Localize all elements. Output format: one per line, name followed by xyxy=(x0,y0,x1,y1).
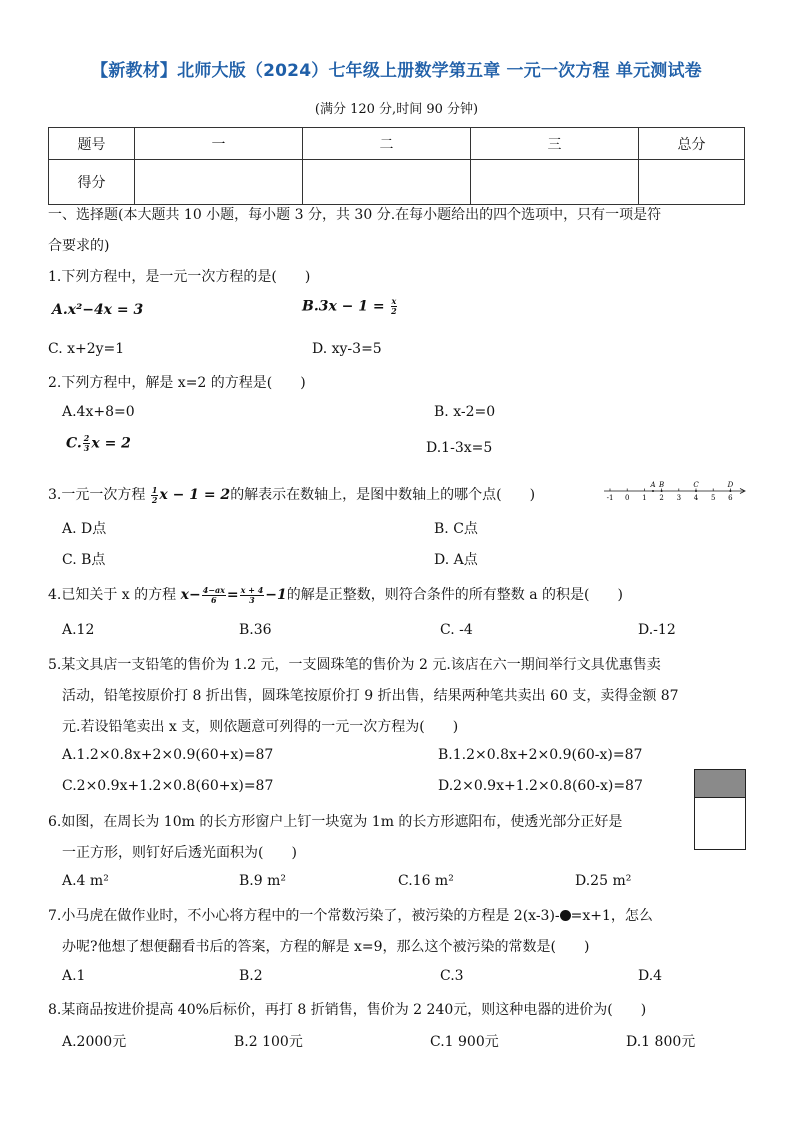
q3-equation-numerator: 1 xyxy=(151,484,158,495)
number-line-point xyxy=(661,490,663,492)
q5-stem-line-3: 元.若设铅笔卖出 x 支，则依题意可列得的一元一次方程为( ) xyxy=(62,719,459,735)
q7-stem-line-1 xyxy=(48,905,653,925)
q4-fraction-right xyxy=(240,586,265,605)
q1-option-b xyxy=(302,297,398,316)
score-table-header-row xyxy=(49,128,745,160)
q1-option-a: A.x²−4x = 3 xyxy=(52,302,144,318)
q1-option-b-denominator: 2 xyxy=(391,306,397,316)
q6-option-a: A.4 m² xyxy=(62,873,109,889)
exam-title: 【新教材】北师大版（2024）七年级上册数学第五章 一元一次方程 单元测试卷 xyxy=(91,61,702,81)
number-line-tick-label: 3 xyxy=(676,494,682,502)
q2-stem: 2.下列方程中，解是 x=2 的方程是( ) xyxy=(48,375,306,391)
q6-stem-line-2: 一正方形，则钉好后透光面积为( ) xyxy=(62,845,297,861)
exam-subtitle: (满分 120 分,时间 90 分钟) xyxy=(314,102,479,117)
q7-option-a: A.1 xyxy=(62,968,86,984)
q6-stem-line-1: 6.如图，在周长为 10m 的长方形窗户上钉一块宽为 1m 的长方形遮阳布，使透光部分正好是 xyxy=(48,814,623,830)
q8-option-d: D.1 800元 xyxy=(626,1034,696,1050)
q4-stem xyxy=(48,584,623,605)
q2-option-c-prefix: C. xyxy=(66,435,82,452)
q6-option-b: B.9 m² xyxy=(239,873,286,889)
q1-option-d: D. xy-3=5 xyxy=(312,341,382,357)
header-cell-total: 总分 xyxy=(639,128,745,160)
q3-option-b: B. C点 xyxy=(434,521,478,537)
q3-option-d: D. A点 xyxy=(434,552,478,568)
score-table xyxy=(48,127,745,205)
number-line-tick-label: -1 xyxy=(606,494,614,502)
q5-option-a: A.1.2×0.8x+2×0.9(60+x)=87 xyxy=(62,747,274,763)
score-cell-2 xyxy=(303,160,471,205)
number-line-tick-label: 6 xyxy=(728,494,733,502)
q7-option-b: B.2 xyxy=(239,968,263,984)
score-cell-3 xyxy=(471,160,639,205)
score-row-label: 得分 xyxy=(49,160,135,205)
sunshade-region xyxy=(695,770,745,798)
q5-stem-line-2: 活动，铅笔按原价打 8 折出售，圆珠笔按原价打 9 折出售，结果两种笔共卖出 60 支，卖得金额 87 xyxy=(62,688,679,704)
q4-equation: x− $\frac{4-ax}{6}$ = $\frac{x + 4}{3}$ −1 xyxy=(180,584,287,605)
q4-fraction-left-numerator: 4−ax xyxy=(202,584,225,595)
q3-option-c: C. B点 xyxy=(62,552,106,568)
q2-option-c-denominator: 3 xyxy=(83,443,90,453)
q6-option-d: D.25 m² xyxy=(575,873,632,889)
header-cell-question-no: 题号 xyxy=(49,128,135,160)
q7-stem-line-1-prefix: 7.小马虎在做作业时，不小心将方程中的一个常数污染了，被污染的方程是 2(x-3)- xyxy=(48,908,560,924)
section-instructions-line-2: 合要求的) xyxy=(48,238,110,254)
q8-stem: 8.某商品按进价提高 40%后标价，再打 8 折销售，售价为 2 240元，则这种电器的进价为( ) xyxy=(48,1002,647,1018)
q6-option-c: C.16 m² xyxy=(398,873,454,889)
q1-option-b-numerator: x xyxy=(391,296,397,306)
q3-equation-fraction xyxy=(151,486,159,505)
q7-option-d: D.4 xyxy=(638,968,663,984)
q8-option-b: B.2 100元 xyxy=(234,1034,303,1050)
number-line-point-label: A xyxy=(650,481,656,489)
q2-option-c-suffix: x = 2 xyxy=(91,435,131,452)
q4-fraction-right-denominator: 3 xyxy=(249,594,255,605)
q8-option-c: C.1 900元 xyxy=(430,1034,499,1050)
q1-stem: 1.下列方程中，是一元一次方程的是( ) xyxy=(48,269,311,285)
window-figure xyxy=(694,769,746,850)
q2-option-a: A.4x+8=0 xyxy=(62,404,135,420)
q4-fraction-left xyxy=(202,586,226,605)
header-cell-part-2: 二 xyxy=(303,128,471,160)
q7-stem-line-2: 办呢?他想了想便翻看书后的答案，方程的解是 x=9，那么这个被污染的常数是( ) xyxy=(62,939,590,955)
q8-option-a: A.2000元 xyxy=(62,1034,127,1050)
q4-fraction-left-denominator: 6 xyxy=(211,594,217,605)
q5-option-c: C.2×0.9x+1.2×0.8(60+x)=87 xyxy=(62,778,274,794)
q1-option-c: C. x+2y=1 xyxy=(48,341,125,357)
number-line-point xyxy=(729,490,731,492)
q4-option-a: A.12 xyxy=(62,622,95,638)
q2-option-c-fraction xyxy=(83,434,91,453)
q7-option-c: C.3 xyxy=(440,968,464,984)
q3-stem xyxy=(48,484,535,505)
q5-stem-line-1: 5.某文具店一支铅笔的售价为 1.2 元，一支圆珠笔的售价为 2 元.该店在六一期间举行文具优惠售卖 xyxy=(48,657,661,673)
number-line-tick-label: 5 xyxy=(710,494,716,502)
score-table-score-row xyxy=(49,160,745,205)
q4-stem-suffix: 的解是正整数，则符合条件的所有整数 a 的积是( ) xyxy=(286,587,623,603)
number-line-tick-label: 4 xyxy=(693,494,699,502)
q5-option-b: B.1.2×0.8x+2×0.9(60-x)=87 xyxy=(438,747,643,763)
ink-blot-icon xyxy=(560,910,571,921)
q5-option-d: D.2×0.9x+1.2×0.8(60-x)=87 xyxy=(438,778,643,794)
q3-equation-suffix: x − 1 = 2 xyxy=(159,487,231,503)
number-line-point xyxy=(652,490,654,492)
section-instructions-line-1: 一、选择题(本大题共 10 小题，每小题 3 分，共 30 分.在每小题给出的四个选项中，只有一项是符 xyxy=(48,207,662,223)
q7-stem-line-1-suffix: =x+1，怎么 xyxy=(570,908,653,924)
q2-option-d: D.1-3x=5 xyxy=(426,440,493,456)
header-cell-part-3: 三 xyxy=(471,128,639,160)
q4-fraction-right-numerator: x + 4 xyxy=(240,584,264,595)
q1-option-b-fraction xyxy=(391,297,398,316)
q4-option-d: D.-12 xyxy=(638,622,676,638)
q2-option-c xyxy=(66,434,131,453)
q4-stem-prefix: 4.已知关于 x 的方程 xyxy=(48,587,181,603)
number-line-tick-label: 2 xyxy=(659,494,664,502)
q3-equation-denominator: 2 xyxy=(151,494,158,505)
score-cell-total xyxy=(639,160,745,205)
score-cell-1 xyxy=(135,160,303,205)
number-line-point-label: C xyxy=(693,481,699,489)
number-line-point-label: B xyxy=(659,481,665,489)
number-line-tick-label: 1 xyxy=(642,494,647,502)
q1-option-b-prefix: B.3x − 1 = xyxy=(302,298,385,315)
q3-equation xyxy=(150,484,231,505)
number-line-figure xyxy=(604,476,746,504)
q4-option-b: B.36 xyxy=(239,622,272,638)
q3-option-a: A. D点 xyxy=(62,521,107,537)
q2-option-c-numerator: 2 xyxy=(83,433,90,443)
q4-option-c: C. -4 xyxy=(440,622,473,638)
q3-stem-suffix: 的解表示在数轴上，是图中数轴上的哪个点( ) xyxy=(230,487,536,503)
number-line-point xyxy=(695,490,697,492)
header-cell-part-1: 一 xyxy=(135,128,303,160)
q2-option-b: B. x-2=0 xyxy=(434,404,496,420)
number-line-tick-label: 0 xyxy=(624,494,630,502)
q3-stem-prefix: 3.一元一次方程 xyxy=(48,487,150,503)
number-line-point-label: D xyxy=(727,481,734,489)
